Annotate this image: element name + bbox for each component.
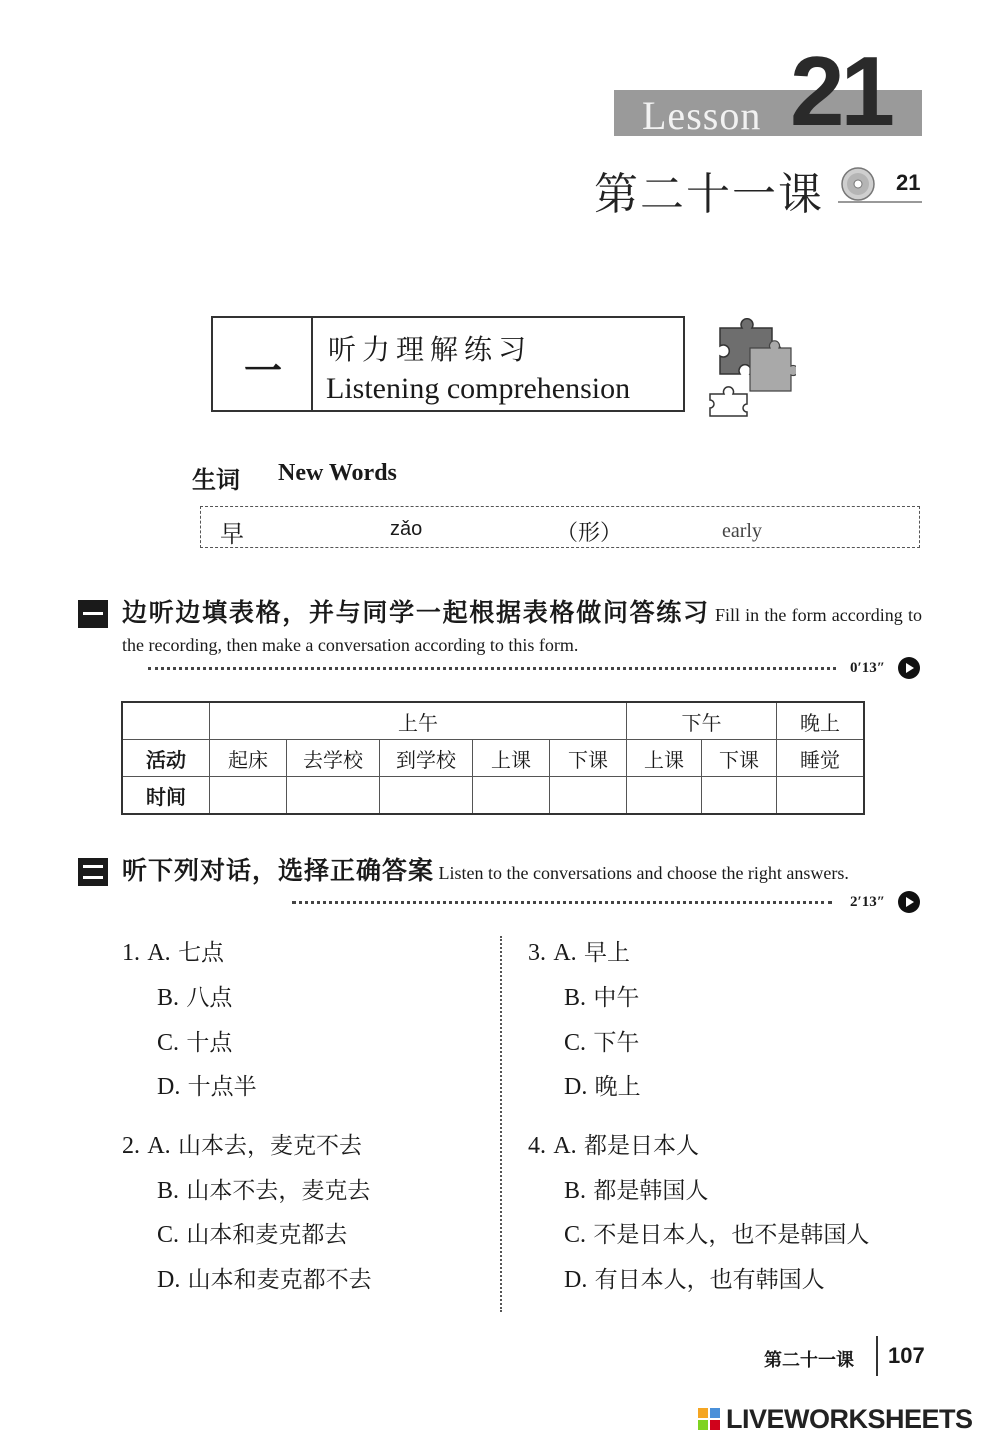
question-number: 1. xyxy=(122,940,140,966)
option-letter: C. xyxy=(157,1222,180,1248)
time-input-cell[interactable] xyxy=(550,777,627,815)
question-1-option-b[interactable] xyxy=(157,979,232,1012)
question-2-option-d[interactable] xyxy=(157,1261,372,1294)
liveworksheets-watermark: LIVEWORKSHEETS xyxy=(726,1404,973,1434)
option-text: 八点 xyxy=(186,985,233,1011)
track-underline xyxy=(838,201,922,203)
vocab-meaning: early xyxy=(722,520,762,542)
question-3-option-c[interactable] xyxy=(564,1024,639,1057)
activity-cell: 上课 xyxy=(627,740,702,777)
question-2-option-c[interactable] xyxy=(157,1216,347,1249)
time-input-cell[interactable] xyxy=(627,777,702,815)
section-divider xyxy=(311,316,313,412)
question-1-option-a[interactable] xyxy=(122,934,224,967)
option-text: 都是日本人 xyxy=(583,1133,699,1159)
option-letter: C. xyxy=(564,1030,587,1056)
time-input-cell[interactable] xyxy=(777,777,865,815)
question-1-option-d[interactable] xyxy=(157,1068,257,1101)
question-1-option-c[interactable] xyxy=(157,1024,232,1057)
audio-track-number: 21 xyxy=(896,170,921,195)
section-number: 一 xyxy=(244,348,283,393)
time-input-cell[interactable] xyxy=(380,777,473,815)
lesson-word: Lesson xyxy=(642,93,762,138)
option-text: 山本和麦克都去 xyxy=(186,1222,348,1248)
option-text: 不是日本人，也不是韩国人 xyxy=(593,1222,870,1248)
option-letter: A. xyxy=(147,1133,171,1159)
vocab-word: 早 xyxy=(220,520,244,548)
question-4-option-c[interactable] xyxy=(564,1216,869,1249)
option-letter: D. xyxy=(564,1074,588,1100)
option-text: 早上 xyxy=(583,940,630,966)
exercise-1-play-icon[interactable] xyxy=(898,657,920,679)
row-label-activity: 活动 xyxy=(122,740,210,777)
lesson-chinese-title: 第二十一课 xyxy=(594,169,824,220)
question-4-option-d[interactable] xyxy=(564,1261,825,1294)
exercise-2-title-cn: 听下列对话，选择正确答案 xyxy=(122,856,435,885)
question-3-option-d[interactable] xyxy=(564,1068,641,1101)
section-title-en: Listening comprehension xyxy=(326,372,631,405)
new-words-label-en: New Words xyxy=(278,460,397,486)
section-title-cn: 听力理解练习 xyxy=(328,333,533,366)
table-row-activities xyxy=(122,740,864,777)
option-text: 山本和麦克都不去 xyxy=(187,1267,372,1293)
footer-lesson: 第二十一课 xyxy=(764,1350,854,1371)
option-text: 十点 xyxy=(186,1030,233,1056)
option-text: 下午 xyxy=(593,1030,640,1056)
time-input-cell[interactable] xyxy=(473,777,550,815)
question-4-option-b[interactable] xyxy=(564,1172,708,1205)
question-number: 3. xyxy=(528,940,546,966)
activity-cell: 起床 xyxy=(210,740,287,777)
option-text: 山本去，麦克不去 xyxy=(177,1133,362,1159)
option-letter: D. xyxy=(564,1267,588,1293)
row-label-time: 时间 xyxy=(122,777,210,815)
option-letter: A. xyxy=(553,1133,577,1159)
option-letter: B. xyxy=(564,1178,587,1204)
option-letter: C. xyxy=(157,1030,180,1056)
period-evening: 晚上 xyxy=(777,702,865,740)
option-text: 晚上 xyxy=(594,1074,641,1100)
option-letter: A. xyxy=(147,940,171,966)
vocab-pinyin: zǎo xyxy=(390,518,423,540)
question-number: 4. xyxy=(528,1133,546,1159)
exercise-2-audio-time: 2′13″ xyxy=(850,894,886,910)
exercise-2-instructions xyxy=(122,856,922,888)
puzzle-icon xyxy=(700,318,796,418)
question-number: 2. xyxy=(122,1133,140,1159)
audio-cd-icon xyxy=(840,166,876,202)
question-3-option-a[interactable] xyxy=(528,934,630,967)
lesson-number: 21 xyxy=(790,36,892,146)
exercise-1-instructions xyxy=(122,598,922,660)
option-letter: B. xyxy=(157,985,180,1011)
option-text: 中午 xyxy=(593,985,640,1011)
exercise-2-dotted-rule xyxy=(292,901,832,904)
period-afternoon: 下午 xyxy=(627,702,777,740)
option-text: 七点 xyxy=(177,940,224,966)
activity-cell: 去学校 xyxy=(287,740,380,777)
activity-table xyxy=(121,701,865,815)
table-row-periods xyxy=(122,702,864,740)
exercise-2-play-icon[interactable] xyxy=(898,891,920,913)
page-number: 107 xyxy=(888,1343,925,1368)
question-2-option-b[interactable] xyxy=(157,1172,370,1205)
new-words-label-cn: 生词 xyxy=(192,465,240,494)
column-divider xyxy=(500,936,502,1312)
option-letter: A. xyxy=(553,940,577,966)
activity-cell: 上课 xyxy=(473,740,550,777)
question-4-option-a[interactable] xyxy=(528,1127,699,1160)
time-input-cell[interactable] xyxy=(702,777,777,815)
table-corner-cell xyxy=(122,702,210,740)
activity-cell: 下课 xyxy=(702,740,777,777)
exercise-2-title-en: Listen to the conversations and choose the right answers. xyxy=(438,863,849,883)
option-letter: D. xyxy=(157,1267,181,1293)
question-2-option-a[interactable] xyxy=(122,1127,362,1160)
option-letter: C. xyxy=(564,1222,587,1248)
option-text: 山本不去，麦克去 xyxy=(186,1178,371,1204)
liveworksheets-logo-icon xyxy=(698,1408,720,1430)
exercise-1-title-cn: 边听边填表格，并与同学一起根据表格做问答练习 xyxy=(122,598,710,627)
exercise-1-audio-time: 0′13″ xyxy=(850,660,886,676)
vocab-part-of-speech: （形） xyxy=(556,521,623,546)
time-input-cell[interactable] xyxy=(287,777,380,815)
option-text: 有日本人，也有韩国人 xyxy=(594,1267,825,1293)
option-letter: B. xyxy=(564,985,587,1011)
period-morning: 上午 xyxy=(210,702,627,740)
exercise-2-badge xyxy=(78,858,108,886)
question-3-option-b[interactable] xyxy=(564,979,639,1012)
exercise-1-title-en: Fill in the form according to the recording, then make a conversation according to this form. xyxy=(122,605,922,655)
table-row-times xyxy=(122,777,864,815)
exercise-1-dotted-rule xyxy=(148,667,836,670)
option-text: 十点半 xyxy=(187,1074,257,1100)
option-letter: D. xyxy=(157,1074,181,1100)
activity-cell: 到学校 xyxy=(380,740,473,777)
activity-cell: 下课 xyxy=(550,740,627,777)
footer-divider xyxy=(876,1336,878,1376)
activity-cell: 睡觉 xyxy=(777,740,865,777)
time-input-cell[interactable] xyxy=(210,777,287,815)
exercise-1-badge xyxy=(78,600,108,628)
option-letter: B. xyxy=(157,1178,180,1204)
option-text: 都是韩国人 xyxy=(593,1178,709,1204)
